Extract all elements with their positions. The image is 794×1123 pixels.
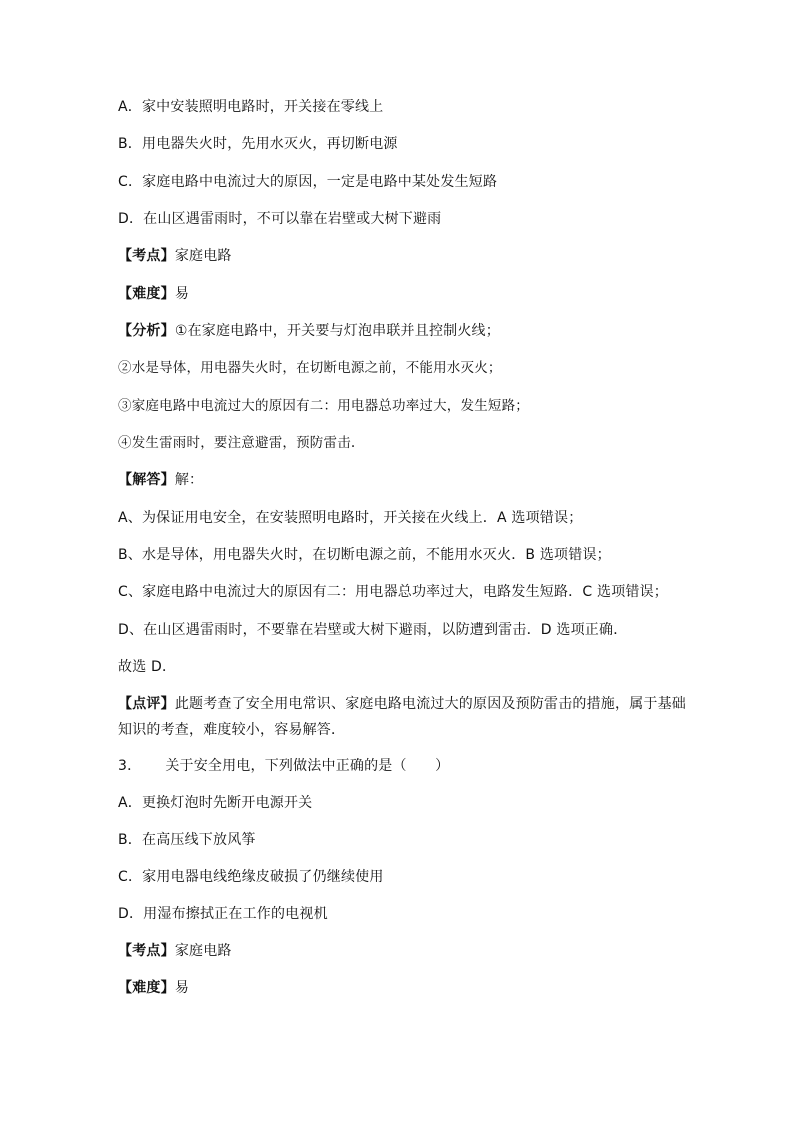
- nandu-tag: 【难度】: [118, 286, 175, 302]
- q3-nandu-text: 易: [174, 980, 190, 996]
- jieda-item-d: D、在山区遇雷雨时，不要靠在岩壁或大树下避雨，以防遭到雷击．D 选项正确．: [118, 622, 628, 638]
- nandu-text: 易: [174, 286, 190, 302]
- fenxi-point-4: ④发生雷雨时，要注意避雷，预防雷击.: [118, 435, 356, 451]
- q3-stem: 关于安全用电，下列做法中正确的是（ ）: [165, 758, 450, 774]
- dianping-line2: 知识的考查，难度较小，容易解答．: [118, 722, 346, 738]
- dianping-line1: 此题考查了安全用电常识、家庭电路电流过大的原因及预防雷击的措施，属于基础: [174, 696, 687, 712]
- q3-kaodian-tag: 【考点】: [118, 943, 175, 959]
- kaodian-text: 家庭电路: [174, 248, 232, 264]
- q2-option-c: C．家庭电路中电流过大的原因，一定是电路中某处发生短路: [118, 174, 498, 190]
- fenxi-point-3: ③家庭电路中电流过大的原因有二：用电器总功率过大，发生短路；: [118, 398, 529, 414]
- q3-kaodian-text: 家庭电路: [174, 943, 232, 959]
- jieda-text: 解：: [174, 472, 204, 488]
- q2-dianping: [118, 694, 686, 714]
- q3-nandu-tag: 【难度】: [118, 980, 175, 996]
- jieda-answer: 故选 D．: [118, 659, 177, 675]
- q3-option-a: A．更换灯泡时先断开电源开关: [118, 795, 313, 811]
- q3-option-d: D．用湿布擦拭正在工作的电视机: [118, 906, 328, 922]
- fenxi-tag: 【分析】: [118, 323, 175, 339]
- q3-number: 3．: [118, 758, 142, 774]
- jieda-item-b: B、水是导体，用电器失火时，在切断电源之前，不能用水灭火．B 选项错误；: [118, 547, 611, 563]
- q3-nandu: [118, 978, 189, 998]
- q2-kaodian: [118, 246, 232, 266]
- q2-option-a: A．家中安装照明电路时，开关接在零线上: [118, 99, 384, 115]
- q2-nandu: [118, 284, 189, 304]
- q3-stem-line: [118, 756, 449, 776]
- q3-option-b: B．在高压线下放风筝: [118, 832, 256, 848]
- q3-kaodian: [118, 941, 232, 961]
- jieda-tag: 【解答】: [118, 472, 175, 488]
- q2-option-d: D．在山区遇雷雨时，不可以靠在岩壁或大树下避雨: [118, 211, 442, 227]
- fenxi-first: ①在家庭电路中，开关要与灯泡串联并且控制火线；: [174, 323, 500, 339]
- jieda-item-c: C、家庭电路中电流过大的原因有二：用电器总功率过大，电路发生短路．C 选项错误；: [118, 584, 668, 600]
- q2-jieda: [118, 470, 203, 490]
- dianping-tag: 【点评】: [118, 696, 175, 712]
- q2-fenxi: [118, 321, 500, 341]
- kaodian-tag: 【考点】: [118, 248, 175, 264]
- fenxi-point-2: ②水是导体，用电器失火时，在切断电源之前，不能用水灭火；: [118, 360, 502, 376]
- q3-option-c: C．家用电器电线绝缘皮破损了仍继续使用: [118, 869, 384, 885]
- q2-option-b: B．用电器失火时，先用水灭火，再切断电源: [118, 136, 398, 152]
- jieda-item-a: A、为保证用电安全，在安装照明电路时，开关接在火线上．A 选项错误；: [118, 510, 583, 526]
